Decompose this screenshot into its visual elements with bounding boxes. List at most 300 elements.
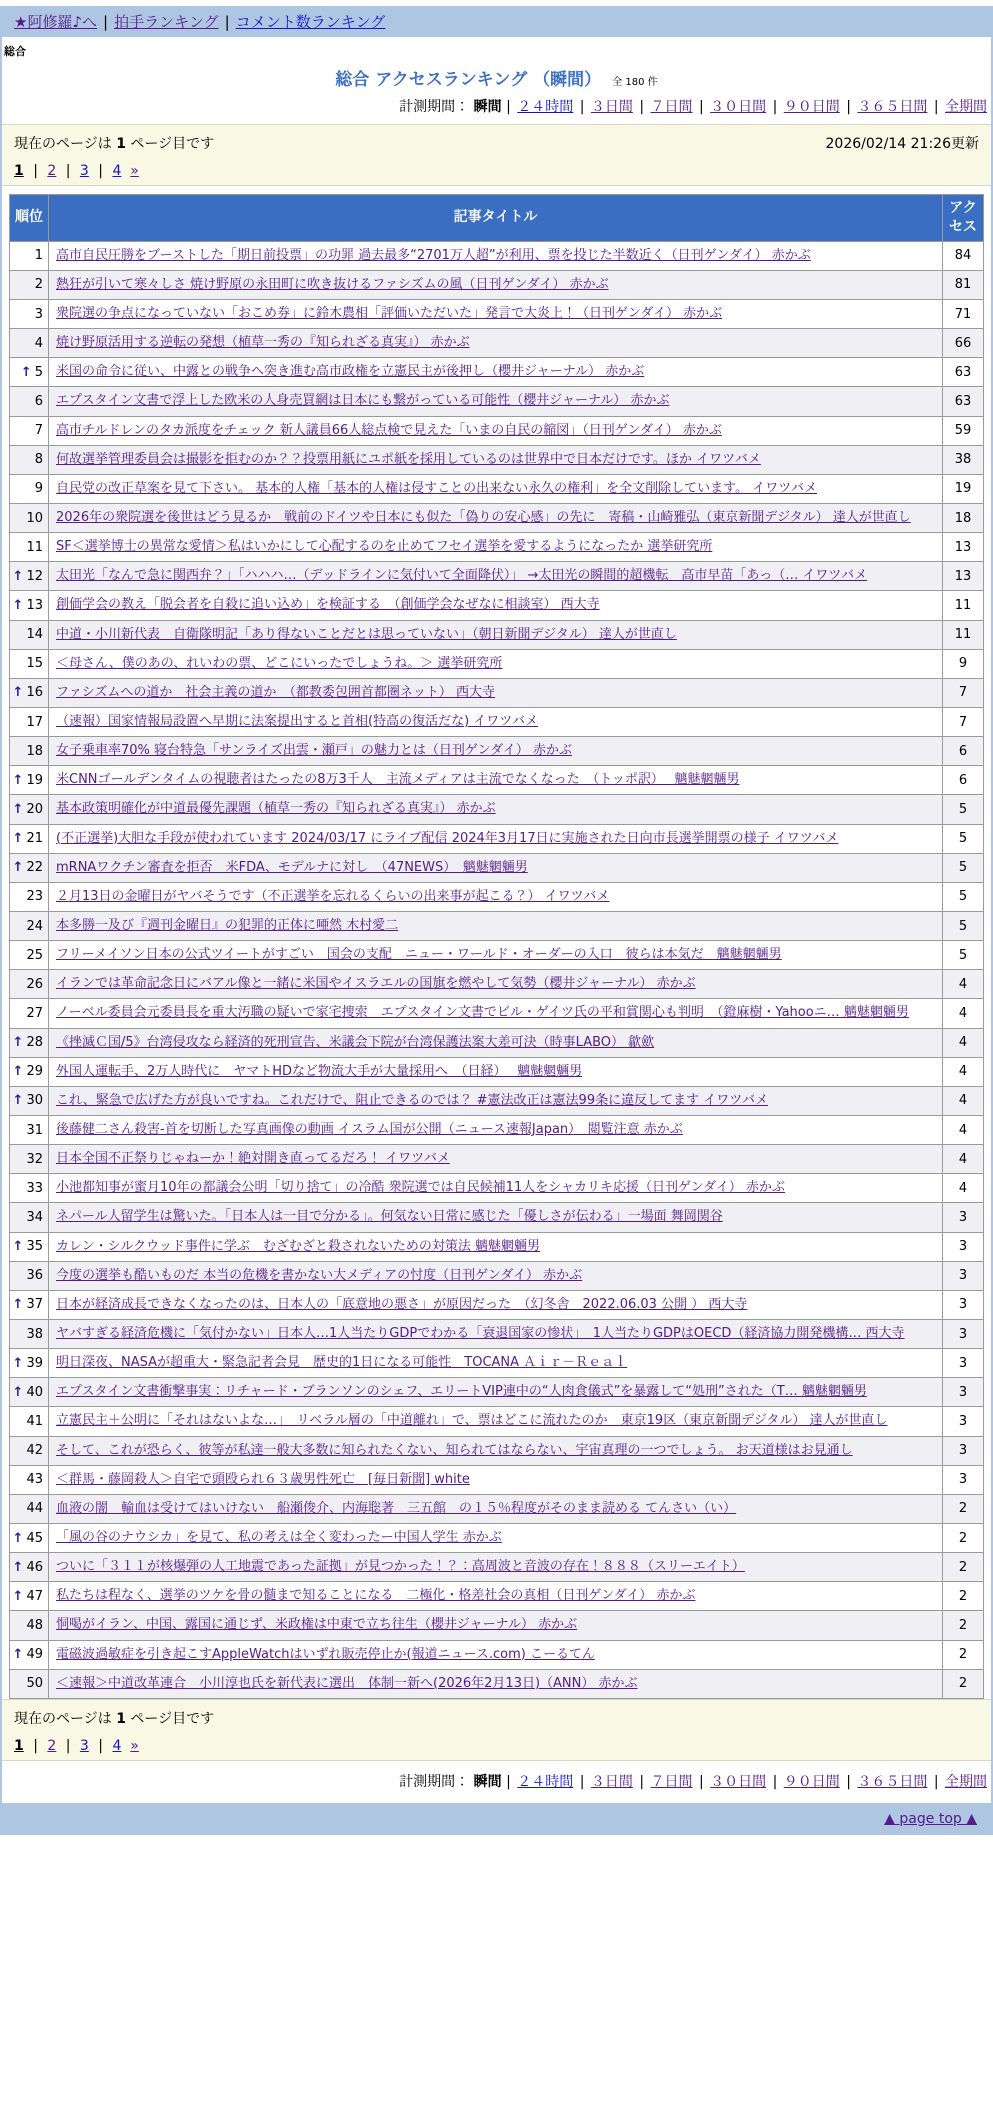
rank-up-arrow-icon: ↑ xyxy=(12,685,24,701)
title-cell xyxy=(49,708,943,737)
rank-number: 31 xyxy=(26,1122,43,1138)
page-title: 総合 アクセスランキング （瞬間） xyxy=(335,70,602,90)
period-link-0[interactable]: ２４時間 xyxy=(517,99,574,115)
rank-number: 18 xyxy=(26,743,43,759)
article-link[interactable]: エプスタイン文書衝撃事実：リチャード・ブランソンのシェフ、エリートVIP連中の“人肉食儀式”を暴露して“処刑”された（T… 魑魅魍魎男 xyxy=(56,1384,867,1400)
table-row xyxy=(10,912,984,941)
access-count-cell: 5 xyxy=(943,853,984,882)
access-count-cell: 3 xyxy=(943,1378,984,1407)
table-row xyxy=(10,474,984,503)
article-link[interactable]: 何故選挙管理委員会は撮影を拒むのか？？投票用紙にユポ紙を採用しているのは世界中で日本だけです。ほか イワツバメ xyxy=(56,451,761,467)
table-row xyxy=(10,1640,984,1669)
separator: | xyxy=(61,163,75,179)
access-count-cell: 3 xyxy=(943,1465,984,1494)
title-cell xyxy=(49,1494,943,1523)
rank-number: 14 xyxy=(26,627,43,643)
access-count-cell: 63 xyxy=(943,387,984,416)
article-link[interactable]: 小池都知事が蜜月10年の都議会公明「切り捨て」の冷酷 衆院選では自民候補11人をシャカリキ応援（日刊ゲンダイ） 赤かぶ xyxy=(56,1180,786,1196)
separator: | xyxy=(634,99,649,115)
title-cell xyxy=(49,445,943,474)
rank-cell xyxy=(10,241,49,270)
rank-number: 35 xyxy=(26,1239,43,1255)
title-cell xyxy=(49,620,943,649)
table-row xyxy=(10,824,984,853)
article-link[interactable]: 高市自民圧勝をブーストした「期日前投票」の功罪 過去最多“2701万人超”が利用、票を投じた半数近く（日刊ゲンダイ） 赤かぶ xyxy=(56,247,811,263)
title-cell xyxy=(49,1640,943,1669)
access-count-cell: 81 xyxy=(943,270,984,299)
article-link[interactable]: フリーメイソン日本の公式ツイートがすごい 国会の支配 ニュー・ワールド・オーダーの入口 彼らは本気だ 魑魅魍魎男 xyxy=(56,947,782,963)
ranking-table xyxy=(9,194,984,1699)
table-row xyxy=(10,416,984,445)
table-row xyxy=(10,241,984,270)
rank-cell xyxy=(10,358,49,387)
topnav-link-1[interactable]: 拍手ランキング xyxy=(114,13,219,31)
pagination-next[interactable]: » xyxy=(130,1737,139,1754)
period-link-6[interactable]: 全期間 xyxy=(945,99,987,115)
article-link[interactable]: そして、これが恐らく、彼等が私達一般大多数に知られたくない、知られてはならない、宇宙真理の一つでしょう。 お天道様はお見通し xyxy=(56,1442,853,1458)
period-link-1[interactable]: ３日間 xyxy=(590,99,633,115)
article-link[interactable]: ヤバすぎる経済危機に「気付かない」日本人…1人当たりGDPでわかる「衰退国家の惨状」 1人当たりGDPはOECD（経済協力開発機構… 西大寺 xyxy=(56,1325,905,1341)
access-count-cell: 13 xyxy=(943,533,984,562)
article-link[interactable]: 電磁波過敏症を引き起こすAppleWatchはいずれ販売停止か(報道ニュース.com) こーるてん xyxy=(56,1646,595,1662)
period-link-4[interactable]: ９０日間 xyxy=(783,1773,840,1790)
table-row xyxy=(10,1232,984,1261)
access-count-cell: 7 xyxy=(943,678,984,707)
access-count-cell: 84 xyxy=(943,241,984,270)
title-cell xyxy=(49,1378,943,1407)
rank-number: 44 xyxy=(26,1501,43,1517)
rank-number: 4 xyxy=(34,335,43,351)
title-cell xyxy=(49,1319,943,1348)
access-count-cell: 38 xyxy=(943,445,984,474)
access-count-cell: 71 xyxy=(943,300,984,329)
rank-up-arrow-icon: ↑ xyxy=(12,1647,24,1663)
pagination-top xyxy=(14,163,979,179)
rank-up-arrow-icon: ↑ xyxy=(12,1035,24,1051)
rank-number: 34 xyxy=(26,1209,43,1225)
rank-number: 11 xyxy=(26,539,43,555)
table-row xyxy=(10,1116,984,1145)
article-link[interactable]: 焼け野原活用する逆転の発想（植草一秀の『知られざる真実』） 赤かぶ xyxy=(56,335,470,351)
access-count-cell: 3 xyxy=(943,1407,984,1436)
table-row xyxy=(10,358,984,387)
rank-cell xyxy=(10,649,49,678)
table-row xyxy=(10,387,984,416)
period-link-4[interactable]: ９０日間 xyxy=(783,99,840,115)
rank-number: 3 xyxy=(34,306,43,322)
table-row xyxy=(10,1523,984,1552)
access-count-cell: 11 xyxy=(943,620,984,649)
rank-number: 27 xyxy=(26,1006,43,1021)
separator: | xyxy=(93,163,108,179)
rank-cell xyxy=(10,970,49,999)
page-info-box-bottom xyxy=(2,1699,991,1761)
table-row xyxy=(10,970,984,999)
access-count-cell: 11 xyxy=(943,591,984,620)
title-cell xyxy=(49,1290,943,1319)
table-row xyxy=(10,1465,984,1494)
article-link[interactable]: ノーベル委員会元委員長を重大汚職の疑いで家宅捜索 エプスタイン文書でビル・ゲイツ氏の平和賞関心も判明 （鐙麻樹・Yahooニ… 魑魅魍魎男 xyxy=(56,1005,909,1021)
period-link-5[interactable]: ３６５日間 xyxy=(857,1773,928,1790)
article-link[interactable]: 中道・小川新代表 自衛隊明記「あり得ないことだとは思っていない」（朝日新聞デジタル） 達人が世直し xyxy=(56,626,677,642)
access-count-cell: 3 xyxy=(943,1232,984,1261)
article-link[interactable]: 米CNNゴールデンタイムの視聴者はたったの8万3千人 主流メディアは主流でなくなった （トッポ訳） 魑魅魍魎男 xyxy=(56,772,740,788)
rank-up-arrow-icon: ↑ xyxy=(12,772,24,788)
title-cell xyxy=(49,533,943,562)
current-page-text: 現在のページは 1 ページ目です xyxy=(14,136,215,152)
separator: | xyxy=(929,1773,943,1790)
access-count-cell: 2 xyxy=(943,1494,984,1523)
period-link-2[interactable]: ７日間 xyxy=(650,99,693,115)
rank-cell xyxy=(10,620,49,649)
separator: | xyxy=(841,1773,856,1790)
table-row xyxy=(10,941,984,970)
separator: | xyxy=(575,99,589,115)
article-link[interactable]: 基本政策明確化が中道最優先課題（植草一秀の『知られざる真実』） 赤かぶ xyxy=(56,801,496,817)
title-cell xyxy=(49,1174,943,1203)
rank-cell xyxy=(10,1057,49,1086)
table-row xyxy=(10,1611,984,1640)
rank-number: 19 xyxy=(26,772,43,788)
separator: | xyxy=(694,1773,709,1790)
total-count: 全 180 件 xyxy=(612,77,658,88)
article-link[interactable]: 《挫滅Ｃ国/5》台湾侵攻なら経済的死刑宣告、米議会下院が台湾保護法案大差可決（時事LABO） 歙歛 xyxy=(56,1034,655,1050)
rank-number: 38 xyxy=(26,1326,43,1342)
access-count-cell: 19 xyxy=(943,474,984,503)
rank-cell xyxy=(10,708,49,737)
rank-up-arrow-icon: ↑ xyxy=(12,802,24,818)
access-count-cell: 3 xyxy=(943,1290,984,1319)
access-count-cell: 13 xyxy=(943,562,984,591)
rank-number: 9 xyxy=(34,481,43,497)
article-link[interactable]: mRNAワクチン審査を拒否 米FDA、モデルナに対し （47NEWS） 魑魅魍魎男 xyxy=(56,859,528,875)
article-link[interactable]: 私たちは程なく、選挙のツケを骨の髄まで知ることになる 二極化・格差社会の真相（日刊ゲンダイ） 赤かぶ xyxy=(56,1588,696,1604)
page-top-link[interactable]: ▲ page top ▲ xyxy=(884,1810,977,1827)
separator: | xyxy=(28,1737,43,1754)
rank-number: 32 xyxy=(26,1151,43,1167)
rank-cell xyxy=(10,853,49,882)
article-link[interactable]: これ、緊急で広げた方が良いですね。これだけで、阻止できるのでは？ #憲法改正は憲法99条に違反してます イワツバメ xyxy=(56,1092,768,1108)
rank-cell xyxy=(10,562,49,591)
article-link[interactable]: ＜母さん、僕のあの、れいわの票、どこにいったでしょうね。＞ 選挙研究所 xyxy=(56,655,503,671)
separator: | xyxy=(501,1773,516,1790)
pagination-current-page[interactable]: 1 xyxy=(14,1737,24,1754)
rank-number: 28 xyxy=(26,1035,43,1051)
page-top-bar xyxy=(2,1803,991,1835)
title-cell xyxy=(49,1465,943,1494)
title-cell xyxy=(49,970,943,999)
rank-up-arrow-icon: ↑ xyxy=(12,860,24,876)
pagination-page-2[interactable]: 2 xyxy=(47,163,57,179)
title-cell xyxy=(49,1669,943,1698)
article-link[interactable]: 2026年の衆院選を後世はどう見るか 戦前のドイツや日本にも似た「偽りの安心感」の先に 寄稿・山崎雅弘（東京新聞デジタル） 達人が世直し xyxy=(56,510,911,526)
access-count-cell: 2 xyxy=(943,1640,984,1669)
pagination-page-4[interactable]: 4 xyxy=(112,163,122,179)
table-header-row xyxy=(10,195,984,242)
article-link[interactable]: 立憲民主＋公明に「それはないよな…」 リベラル層の「中道離れ」で、票はどこに流れたのか 東京19区（東京新聞デジタル） 達人が世直し xyxy=(56,1413,888,1429)
rank-number: 24 xyxy=(26,918,43,934)
table-row xyxy=(10,1553,984,1582)
rank-cell xyxy=(10,1640,49,1669)
article-link[interactable]: SF＜選挙博士の異常な愛情＞私はいかにして心配するのを止めてフセイ選挙を愛するようになったか 選挙研究所 xyxy=(56,539,713,555)
rank-number: 39 xyxy=(26,1355,43,1371)
article-link[interactable]: 日本全国不正祭りじゃねーか！絶対開き直ってるだろ！ イワツバメ xyxy=(56,1151,450,1167)
rank-cell xyxy=(10,678,49,707)
title-cell xyxy=(49,1203,943,1232)
rank-number: 22 xyxy=(26,860,43,876)
access-count-cell: 5 xyxy=(943,795,984,824)
article-link[interactable]: 今度の選挙も酷いものだ 本当の危機を書かない大メディアの忖度（日刊ゲンダイ） 赤かぶ xyxy=(56,1267,583,1283)
article-link[interactable]: 米国の命令に従い、中露との戦争へ突き進む高市政権を立憲民主が後押し（櫻井ジャーナル） 赤かぶ xyxy=(56,364,645,380)
article-link[interactable]: ＜速報＞中道改革連合 小川淳也氏を新代表に選出 体制一新へ(2026年2月13日)（ANN） 赤かぶ xyxy=(56,1675,638,1691)
pagination-page-4[interactable]: 4 xyxy=(112,1737,122,1754)
updated-timestamp: 2026/02/14 21:26更新 xyxy=(825,136,979,152)
rank-number: 42 xyxy=(26,1443,43,1459)
article-link[interactable]: 後藤健二さん殺害-首を切断した写真画像の動画 イスラム国が公開（ニュース速報Japan） 閲覧注意 赤かぶ xyxy=(56,1122,683,1137)
article-link[interactable]: 血液の闇 輸血は受けてはいけない 船瀬俊介、内海聡著 三五館 の１５％程度がそのまま読める てんさい（い） xyxy=(56,1500,737,1516)
article-link[interactable]: ＜群馬・藤岡殺人＞自宅で頭殴られ６３歳男性死亡 [毎日新聞] white xyxy=(56,1471,470,1487)
rank-number: 8 xyxy=(34,452,43,468)
table-row xyxy=(10,504,984,533)
rank-cell xyxy=(10,1349,49,1378)
access-count-cell: 2 xyxy=(943,1669,984,1698)
title-cell xyxy=(49,766,943,795)
title-cell xyxy=(49,329,943,358)
article-link[interactable]: 創価学会の教え「脱会者を自殺に追い込め」を検証する （創価学会なぜなに相談室） 西大寺 xyxy=(56,597,600,613)
title-cell xyxy=(49,1057,943,1086)
table-row xyxy=(10,300,984,329)
period-current: 瞬間 xyxy=(473,1773,502,1790)
rank-cell xyxy=(10,1203,49,1232)
title-cell xyxy=(49,941,943,970)
rank-number: 16 xyxy=(26,685,43,701)
article-link[interactable]: 自民党の改正草案を見て下さい。 基本的人権「基本的人権は侵すことの出来ない永久の権利」を全文削除しています。 イワツバメ xyxy=(56,480,817,496)
rank-number: 13 xyxy=(26,598,43,614)
title-cell xyxy=(49,795,943,824)
article-link[interactable]: 明日深夜、NASAが超重大・緊急記者会見 歴史的1日になる可能性 TOCANA Ａｉｒ－Ｒｅａｌ xyxy=(56,1355,628,1371)
article-link[interactable]: 衆院選の争点になっていない「おこめ券」に鈴木農相「評価いただいた」発言で大炎上！（日刊ゲンダイ） 赤かぶ xyxy=(56,306,723,322)
table-row xyxy=(10,1407,984,1436)
rank-number: 12 xyxy=(26,568,43,584)
topnav-link-2[interactable]: コメント数ランキング xyxy=(235,13,386,31)
rank-cell xyxy=(10,416,49,445)
table-row xyxy=(10,591,984,620)
article-link[interactable]: 日本が経済成長できなくなったのは、日本人の「底意地の悪さ」が原因だった （幻冬舎 2022.06.03 公開 ） 西大寺 xyxy=(56,1296,748,1312)
pagination-page-3[interactable]: 3 xyxy=(79,163,89,179)
period-link-0[interactable]: ２４時間 xyxy=(517,1773,574,1790)
pagination-current-page[interactable]: 1 xyxy=(14,163,24,179)
rank-cell xyxy=(10,1523,49,1552)
rank-number: 37 xyxy=(26,1297,43,1313)
access-count-cell: 6 xyxy=(943,766,984,795)
article-link[interactable]: 高市チルドレンのタカ派度をチェック 新人議員66人総点検で見えた「いまの自民の縮図」（日刊ゲンダイ） 赤かぶ xyxy=(56,422,722,438)
separator: | xyxy=(61,1737,75,1754)
article-link[interactable]: 「風の谷のナウシカ」を見て、私の考えは全く変わったー中国人学生 赤かぶ xyxy=(56,1529,502,1545)
rank-number: 45 xyxy=(26,1530,43,1546)
table-row xyxy=(10,1494,984,1523)
period-link-5[interactable]: ３６５日間 xyxy=(857,99,928,115)
rank-up-arrow-icon: ↑ xyxy=(12,1384,24,1400)
title-cell xyxy=(49,358,943,387)
article-link[interactable]: 恫喝がイラン、中国、露国に通じず、米政権は中東で立ち往生（櫻井ジャーナル） 赤かぶ xyxy=(56,1617,578,1633)
rank-cell xyxy=(10,941,49,970)
rank-number: 1 xyxy=(34,248,43,264)
rank-number: 36 xyxy=(26,1268,43,1284)
pagination-page-3[interactable]: 3 xyxy=(79,1737,89,1754)
rank-cell xyxy=(10,270,49,299)
rank-up-arrow-icon: ↑ xyxy=(12,1239,24,1255)
table-row xyxy=(10,1349,984,1378)
period-link-1[interactable]: ３日間 xyxy=(590,1773,633,1790)
pagination-next[interactable]: » xyxy=(130,163,139,179)
rank-cell xyxy=(10,1319,49,1348)
table-row xyxy=(10,1028,984,1057)
table-row xyxy=(10,999,984,1028)
table-row xyxy=(10,620,984,649)
pagination-page-2[interactable]: 2 xyxy=(47,1737,57,1754)
period-label: 計測期間： xyxy=(399,1773,474,1790)
access-count-cell: 3 xyxy=(943,1203,984,1232)
table-row xyxy=(10,1669,984,1698)
article-link[interactable]: 外国人運転手、2万人時代に ヤマトHDなど物流大手が大量採用へ （日経） 魑魅魍魎男 xyxy=(56,1063,583,1079)
article-link[interactable]: ２月13日の金曜日がヤバそうです（不正選挙を忘れるくらいの出来事が起こる？） イワツバメ xyxy=(56,888,610,904)
rank-number: 7 xyxy=(34,423,43,439)
rank-up-arrow-icon: ↑ xyxy=(12,1355,24,1371)
rank-cell xyxy=(10,1494,49,1523)
table-row xyxy=(10,270,984,299)
separator: | xyxy=(841,99,856,115)
topnav-link-0[interactable]: ★阿修羅♪へ xyxy=(14,13,98,31)
title-cell xyxy=(49,853,943,882)
title-cell xyxy=(49,1407,943,1436)
article-link[interactable]: 女子乗車率70% 寝台特急「サンライズ出雲・瀬戸」の魅力とは（日刊ゲンダイ） 赤かぶ xyxy=(56,743,572,759)
rank-number: 41 xyxy=(26,1413,43,1429)
table-row xyxy=(10,795,984,824)
rank-cell xyxy=(10,1145,49,1174)
period-link-3[interactable]: ３０日間 xyxy=(710,99,767,115)
article-link[interactable]: ついに「３１１が核爆弾の人工地震であった証拠」が見つかった！？：高周波と音波の存在！８８８（スリーエイト） xyxy=(56,1559,745,1575)
rank-number: 15 xyxy=(26,656,43,672)
access-count-cell: 4 xyxy=(943,999,984,1028)
pagination-bottom xyxy=(14,1738,979,1754)
page-frame xyxy=(0,6,993,1835)
article-link[interactable]: 本多勝一及び『週刊金曜日』の犯罪的正体に唖然 木村愛二 xyxy=(56,918,399,934)
title-cell xyxy=(49,999,943,1028)
period-link-6[interactable]: 全期間 xyxy=(945,1773,987,1790)
rank-number: 43 xyxy=(26,1472,43,1488)
rank-number: 6 xyxy=(34,394,43,410)
rank-cell xyxy=(10,591,49,620)
table-row xyxy=(10,766,984,795)
title-cell xyxy=(49,1116,943,1145)
access-count-cell: 3 xyxy=(943,1436,984,1465)
title-cell xyxy=(49,387,943,416)
section-label: 総合 xyxy=(4,45,26,58)
title-cell xyxy=(49,562,943,591)
rank-number: 48 xyxy=(26,1617,43,1633)
article-link[interactable]: （速報）国家情報局設置へ早期に法案提出すると首相(特高の復活だな) イワツバメ xyxy=(56,714,539,730)
rank-cell xyxy=(10,824,49,853)
article-link[interactable]: ネパール人留学生は驚いた。「日本人は一目で分かる」。何気ない日常に感じた「優しさが伝わる」一場面 舞岡関谷 xyxy=(56,1209,723,1225)
rank-up-arrow-icon: ↑ xyxy=(12,1588,24,1604)
separator: | xyxy=(103,13,109,31)
rank-cell xyxy=(10,766,49,795)
table-row xyxy=(10,1086,984,1115)
table-row xyxy=(10,329,984,358)
access-count-cell: 18 xyxy=(943,504,984,533)
access-count-cell: 4 xyxy=(943,970,984,999)
article-link[interactable]: 太田光「なんで急に関西弁？」「ハハハ…（デッドラインに気付いて全面降伏）」 →太田光の瞬間的超機転 高市早苗「あっ（… イワツバメ xyxy=(56,568,868,584)
rank-cell xyxy=(10,387,49,416)
rank-number: 29 xyxy=(26,1064,43,1080)
access-count-cell: 2 xyxy=(943,1553,984,1582)
title-cell xyxy=(49,912,943,941)
rank-cell xyxy=(10,1669,49,1698)
title-cell xyxy=(49,737,943,766)
rank-number: 49 xyxy=(26,1647,43,1663)
title-cell xyxy=(49,678,943,707)
access-count-cell: 4 xyxy=(943,1086,984,1115)
article-link[interactable]: エプスタイン文書で浮上した欧米の人身売買網は日本にも繋がっている可能性（櫻井ジャーナル） 赤かぶ xyxy=(56,393,670,409)
separator: | xyxy=(28,163,43,179)
rank-number: 21 xyxy=(26,831,43,847)
rank-number: 33 xyxy=(26,1180,43,1196)
table-row xyxy=(10,1145,984,1174)
title-cell xyxy=(49,1232,943,1261)
separator: | xyxy=(929,99,943,115)
title-cell xyxy=(49,1436,943,1465)
access-count-cell: 7 xyxy=(943,708,984,737)
table-row xyxy=(10,1290,984,1319)
title-cell xyxy=(49,1145,943,1174)
rank-up-arrow-icon: ↑ xyxy=(12,1530,24,1546)
article-link[interactable]: (不正選挙)大胆な手段が使われています 2024/03/17 にライブ配信 2024年3月17日に実施された日向市長選挙開票の様子 イワツバメ xyxy=(56,830,839,846)
title-cell xyxy=(49,824,943,853)
title-cell xyxy=(49,1349,943,1378)
access-column-header: アクセス xyxy=(943,195,984,242)
article-link[interactable]: ファシズムへの道か 社会主義の道か （都教委包囲首都圏ネット） 西大寺 xyxy=(56,684,495,700)
separator: | xyxy=(694,99,709,115)
access-count-cell: 9 xyxy=(943,649,984,678)
article-link[interactable]: 熱狂が引いて寒々しさ 焼け野原の永田町に吹き抜けるファシズムの風（日刊ゲンダイ） 赤かぶ xyxy=(56,276,609,292)
access-count-cell: 3 xyxy=(943,1319,984,1348)
table-row xyxy=(10,1378,984,1407)
rank-cell xyxy=(10,1553,49,1582)
table-row xyxy=(10,882,984,911)
access-count-cell: 4 xyxy=(943,1028,984,1057)
rank-cell xyxy=(10,1174,49,1203)
period-nav-top xyxy=(4,96,989,116)
period-link-2[interactable]: ７日間 xyxy=(650,1773,693,1790)
period-link-3[interactable]: ３０日間 xyxy=(710,1773,767,1790)
access-count-cell: 2 xyxy=(943,1582,984,1611)
article-link[interactable]: イランでは革命記念日にバアル像と一緒に米国やイスラエルの国旗を燃やして気勢（櫻井ジャーナル） 赤かぶ xyxy=(56,976,696,992)
rank-cell xyxy=(10,1582,49,1611)
rank-cell xyxy=(10,1028,49,1057)
rank-number: 10 xyxy=(26,510,43,526)
title-cell xyxy=(49,649,943,678)
access-count-cell: 59 xyxy=(943,416,984,445)
table-row xyxy=(10,1436,984,1465)
table-row xyxy=(10,853,984,882)
table-row xyxy=(10,1057,984,1086)
table-row xyxy=(10,445,984,474)
rank-cell xyxy=(10,445,49,474)
rank-cell xyxy=(10,1116,49,1145)
rank-cell xyxy=(10,329,49,358)
access-count-cell: 4 xyxy=(943,1116,984,1145)
article-link[interactable]: カレン・シルクウッド事件に学ぶ むざむざと殺されないための対策法 魑魅魍魎男 xyxy=(56,1238,540,1254)
